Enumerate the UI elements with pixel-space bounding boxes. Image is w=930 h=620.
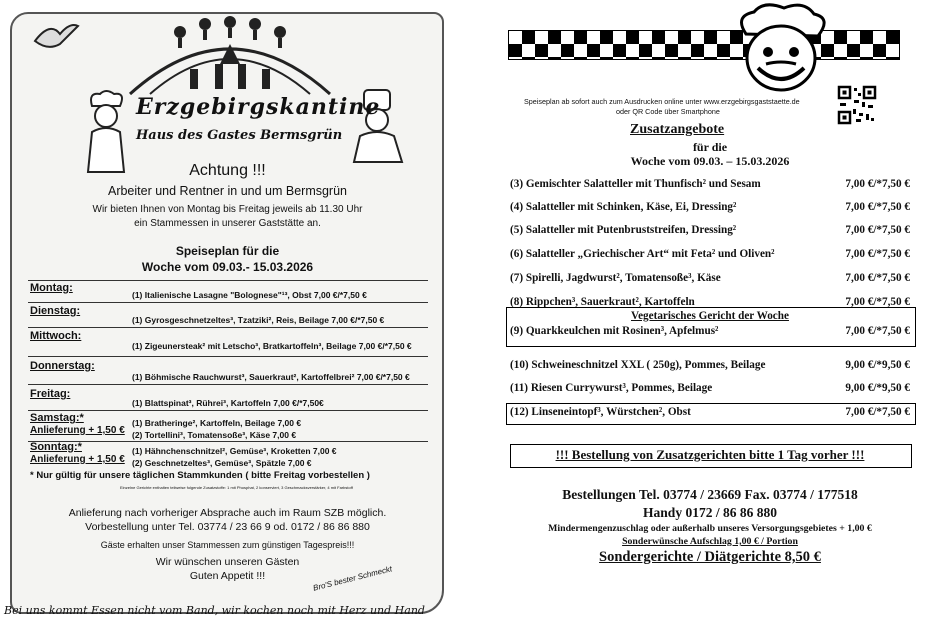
item-price: 7,00 €/*7,50 €: [845, 406, 910, 418]
online-line-2: oder QR Code über Smartphone: [616, 107, 720, 116]
footer-script: Bei uns kommt Essen nicht vom Band, wir kochen noch mit Herz und Hand: [4, 604, 425, 617]
day-label-donnerstag: Donnerstag:: [30, 360, 95, 372]
guests-line: Gäste erhalten unser Stammessen zum günstigen Tagespreis!!!: [100, 540, 355, 550]
dove-icon: [30, 16, 80, 56]
item-name: (4) Salatteller mit Schinken, Käse, Ei, Dressing²: [510, 201, 737, 213]
wish-line-1: Wir wünschen unseren Gästen: [155, 556, 300, 568]
checkered-banner: [508, 30, 900, 60]
dish-montag: (1) Italienische Lasagne "Bolognese"¹³, Obst 7,00 €/*7,50 €: [132, 290, 367, 300]
menu-item-12: [510, 406, 910, 426]
vegetarian-header: Vegetarisches Gericht der Woche: [631, 310, 789, 322]
dish-mittwoch: (1) Zigeunersteak² mit Letscho³, Bratkartoffeln³, Beilage 7,00 €/*7,50 €: [132, 341, 412, 351]
menu-item-6: [510, 248, 910, 268]
order-notice: !!! Bestellung von Zusatzgerichten bitte 1 Tag vorher !!!: [555, 447, 865, 462]
signature-text: Bro'S bester Schmeckt: [312, 564, 394, 593]
brand-subtitle: Haus des Gastes Bermsgrün: [136, 128, 343, 143]
brand-title: Erzgebirgskantine: [136, 94, 381, 120]
menu-item-10: [510, 359, 910, 379]
item-name: (9) Quarkkeulchen mit Rosinen³, Apfelmus²: [510, 325, 719, 337]
dish-dienstag: (1) Gyrosgeschnetzeltes³, Tzatziki², Reis, Beilage 7,00 €/*7,50 €: [132, 315, 385, 325]
miner-arch-ornament-icon: [120, 14, 340, 96]
divider: [28, 441, 428, 442]
wish-line-2: Guten Appetit !!!: [189, 570, 266, 582]
plan-week: Woche vom 09.03.- 15.03.2026: [141, 260, 314, 274]
divider: [28, 410, 428, 411]
additives-fine-print: Einzelne Gerichte enthalten teilweise folgende Zusatzstoffe: 1 mit Phosphat, 2 konserviert, 3 Geschmacksverstärker, 4 mit Farbstoff: [120, 485, 353, 490]
delivery-line-1: Anlieferung nach vorheriger Absprache auch im Raum SZB möglich.: [68, 507, 387, 519]
item-name: (3) Gemischter Salatteller mit Thunfisch² und Sesam: [510, 178, 761, 190]
day-label-sonntag: Sonntag:*: [30, 441, 82, 453]
item-price: 9,00 €/*9,50 €: [845, 359, 910, 371]
item-name: (10) Schweineschnitzel XXL ( 250g), Pommes, Beilage: [510, 359, 766, 371]
menu-item-3: [510, 178, 910, 198]
divider: [28, 356, 428, 357]
menu-item-9: [510, 325, 910, 345]
chef-head-icon: [728, 2, 834, 94]
offer-line-1: Wir bieten Ihnen von Montag bis Freitag jeweils ab 11.30 Uhr: [92, 204, 363, 215]
online-line-1: Speiseplan ab sofort auch zum Ausdrucken online unter www.erzgebirgsgaststaette.de: [524, 97, 800, 106]
item-price: 7,00 €/*7,50 €: [845, 201, 910, 213]
item-price: 7,00 €/*7,50 €: [845, 178, 910, 190]
day-label-montag: Montag:: [30, 282, 73, 294]
dish-sonntag-2: (2) Geschnetzeltes³, Gemüse³, Spätzle 7,00 €: [132, 458, 312, 468]
samstag-delivery: Anlieferung + 1,50 €: [30, 425, 125, 436]
extras-title: Zusatzangebote: [630, 122, 725, 137]
item-name: (6) Salatteller „Griechischer Art“ mit Feta² und Oliven²: [510, 248, 775, 260]
item-price: 7,00 €/*7,50 €: [845, 296, 910, 308]
item-price: 7,00 €/*7,50 €: [845, 248, 910, 260]
dish-donnerstag: (1) Böhmische Rauchwurst³, Sauerkraut², Kartoffelbrei² 7,00 €/*7,50 €: [132, 372, 410, 382]
sonntag-delivery: Anlieferung + 1,50 €: [30, 454, 125, 465]
dish-sonntag-1: (1) Hähnchenschnitzel², Gemüse³, Kroketten 7,00 €: [132, 446, 337, 456]
audience-line: Arbeiter und Rentner in und um Bermsgrün: [107, 184, 347, 198]
right-menu-page: [490, 0, 930, 620]
item-price: 9,00 €/*9,50 €: [845, 382, 910, 394]
divider: [28, 384, 428, 385]
menu-item-11: [510, 382, 910, 402]
attention-heading: Achtung !!!: [189, 162, 266, 179]
left-menu-page: [0, 0, 455, 620]
day-label-samstag: Samstag:*: [30, 412, 84, 424]
item-price: 7,00 €/*7,50 €: [845, 224, 910, 236]
offer-line-2: ein Stammessen in unserer Gaststätte an.: [134, 218, 321, 229]
special-wishes-note: Sonderwünsche Aufschlag 1,00 € / Portion: [622, 536, 798, 547]
menu-item-4: [510, 201, 910, 221]
divider: [28, 280, 428, 281]
qr-code-icon: [837, 85, 877, 125]
item-name: (12) Linseneintopf³, Würstchen², Obst: [510, 406, 691, 418]
day-label-mittwoch: Mittwoch:: [30, 330, 82, 342]
order-phone: Bestellungen Tel. 03774 / 23669 Fax. 03774 / 177518: [562, 487, 858, 502]
plan-title: Speiseplan für die: [175, 244, 280, 258]
item-name: (8) Rippchen³, Sauerkraut², Kartoffeln: [510, 296, 695, 308]
item-name: (11) Riesen Currywurst³, Pommes, Beilage: [510, 382, 713, 394]
item-name: (7) Spirelli, Jagdwurst², Tomatensoße³, Käse: [510, 272, 721, 284]
item-price: 7,00 €/*7,50 €: [845, 325, 910, 337]
divider: [28, 327, 428, 328]
handy-number: Handy 0172 / 86 86 880: [643, 505, 777, 520]
dish-samstag-2: (2) Tortellini³, Tomatensoße³, Käse 7,00 €: [132, 430, 297, 440]
extras-subtitle-2: Woche vom 09.03. – 15.03.2026: [630, 154, 790, 168]
regular-note: * Nur gültig für unsere täglichen Stammkunden ( bitte Freitag vorbestellen ): [30, 470, 370, 481]
surcharge-note: Mindermengenzuschlag oder außerhalb unseres Versorgungsgebietes + 1,00 €: [548, 523, 872, 534]
menu-item-5: [510, 224, 910, 244]
item-price: 7,00 €/*7,50 €: [845, 272, 910, 284]
dish-samstag-1: (1) Bratheringe², Kartoffeln, Beilage 7,00 €: [132, 418, 302, 428]
diet-dishes-price: Sondergerichte / Diätgerichte 8,50 €: [599, 549, 821, 565]
item-name: (5) Salatteller mit Putenbruststreifen, Dressing²: [510, 224, 737, 236]
day-label-dienstag: Dienstag:: [30, 305, 81, 317]
dish-freitag: (1) Blattspinat³, Rührei³, Kartoffeln 7,00 €/*7,50€: [132, 398, 324, 408]
day-label-freitag: Freitag:: [30, 388, 71, 400]
divider: [28, 302, 428, 303]
delivery-line-2: Vorbestellung unter Tel. 03774 / 23 66 9 od. 0172 / 86 86 880: [85, 521, 370, 533]
extras-subtitle-1: für die: [692, 140, 728, 154]
menu-item-7: [510, 272, 910, 292]
